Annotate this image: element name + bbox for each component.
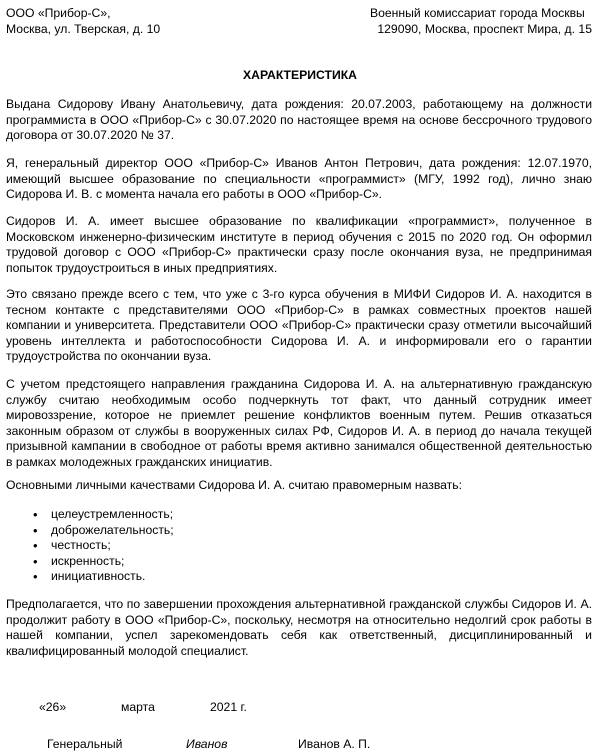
list-item: • целеустремленность; xyxy=(6,507,592,523)
qualities-list xyxy=(6,507,592,585)
paragraph-education: Сидоров И. А. имеет высшее образование по квалификации «программист», полученное в Московском инженерно-физическим институте в период обучения с 2015 по 2020 год. Он оформил трудовой договор с ООО «Прибор-С» практически сразу после окончания вуза, не предпринимая попыток трудоустроиться в иных предприятиях. xyxy=(6,214,592,275)
sender-company: ООО «Прибор-С», xyxy=(6,6,111,20)
list-item: • доброжелательность; xyxy=(6,523,592,539)
document-title: ХАРАКТЕРИСТИКА xyxy=(243,68,357,82)
date-month: марта xyxy=(121,700,155,714)
recipient-organization: Военный комиссариат города Москвы xyxy=(370,6,585,20)
signatory-name: Иванов А. П. xyxy=(298,737,371,751)
sender-street: Москва, ул. Тверская, д. 10 xyxy=(6,21,161,36)
paragraph-alternative-service: С учетом предстоящего направления гражданина Сидорова И. А. на альтернативную гражданскую службу считаю необходимым особо подчеркнуть тот факт, что данный сотрудник имеет мировоззрение, которое не приемлет решение конфликтов военным путем. Решив отказаться законным образом от службы в вооруженных силах РФ, Сидоров И. А. в период до начала текущей призывной кампании в свободное от работы время активно занимался общественной деятельностью в рамках молодежных гражданских инициатив. xyxy=(6,377,592,469)
paragraph-qualities-intro: Основными личными качествами Сидорова И. А. считаю правомерным назвать: xyxy=(6,478,462,492)
list-item: • искренность; xyxy=(6,554,592,570)
signature: Иванов xyxy=(186,737,228,751)
list-item: • честность; xyxy=(6,538,592,554)
signatory-position: Генеральный xyxy=(47,737,123,751)
date-year: 2021 г. xyxy=(210,700,247,714)
paragraph-background: Это связано прежде всего с тем, что уже с 3-го курса обучения в МИФИ Сидоров И. А. находится в тесном контакте с представителями ООО «Прибор-С» в рамках совместных проектов нашей компании и университета. Представители ООО «Прибор-С» практически сразу отметили высочайший уровень интеллекта и работоспособности Сидорова И. А. и информировали его о гарантии трудоустройства по окончании вуза. xyxy=(6,287,592,363)
paragraph-issued-to: Выдана Сидорову Ивану Анатольевичу, дата рождения: 20.07.2003, работающему на должности программиста в ООО «Прибор-С» с 30.07.2020 по настоящее время на основе бессрочного трудового договора от 30.07.2020 № 37. xyxy=(6,97,592,142)
recipient-street: 129090, Москва, проспект Мира, д. 15 xyxy=(377,21,592,36)
paragraph-author: Я, генеральный директор ООО «Прибор-С» Иванов Антон Петрович, дата рождения: 12.07.1970, имеющий высшее образование по специальности «программист» (МГУ, 1992 год), лично знаю Сидорова И. В. с момента начала его работы в ООО «Прибор-С». xyxy=(6,156,592,201)
recipient-address xyxy=(370,6,592,37)
paragraph-conclusion: Предполагается, что по завершении прохождения альтернативной гражданской службы Сидоров И. А. продолжит работу в ООО «Прибор-С», поскольку, несмотря на относительно недолгий срок работы в нашей компании, успел зарекомендовать себя как ответственный, дисциплинированный и квалифицированный молодой специалист. xyxy=(6,597,592,658)
date-day: «26» xyxy=(39,700,67,714)
sender-address xyxy=(6,6,160,37)
list-item: • инициативность. xyxy=(6,569,592,585)
